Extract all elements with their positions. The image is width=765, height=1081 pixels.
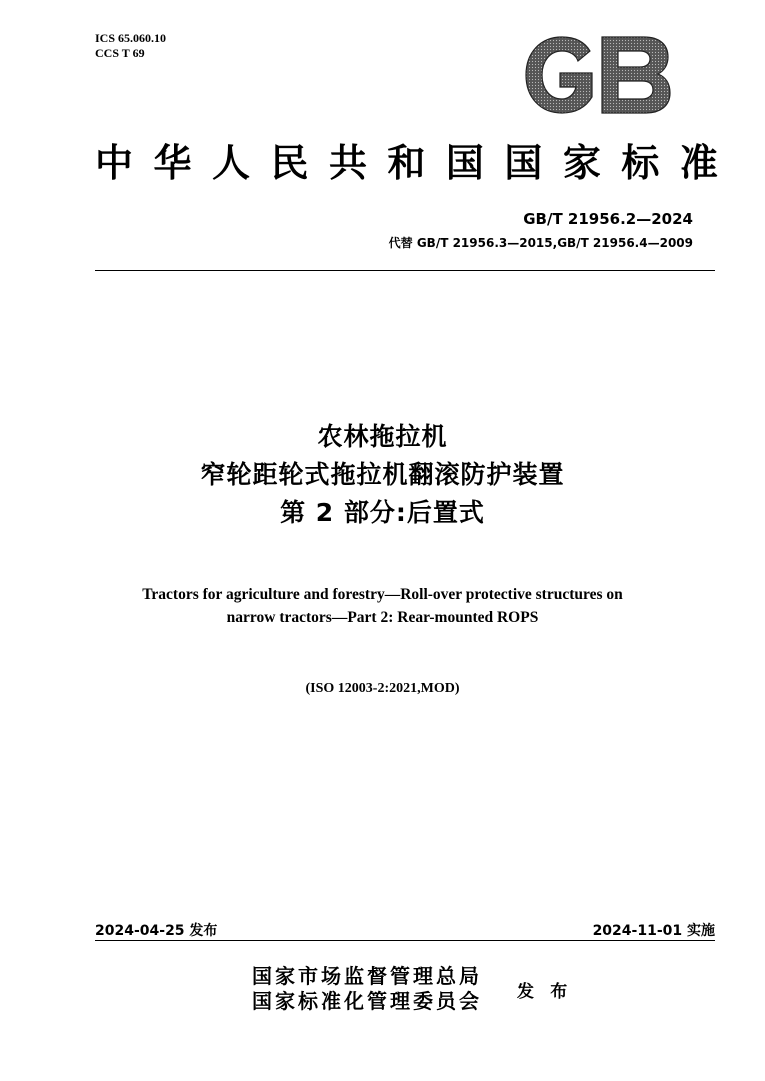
gb-logo-icon bbox=[522, 33, 674, 117]
chinese-title bbox=[0, 418, 765, 532]
english-title-line-2: narrow tractors—Part 2: Rear-mounted ROPS bbox=[226, 609, 539, 626]
issuing-authorities bbox=[252, 965, 482, 1015]
ccs-code: CCS T 69 bbox=[95, 46, 145, 60]
chinese-title-line-3: 第 2 部分:后置式 bbox=[280, 498, 485, 527]
title-char: 标 bbox=[621, 143, 660, 185]
title-char: 民 bbox=[270, 143, 309, 185]
publish-label: 发 布 bbox=[517, 982, 574, 1001]
standard-number: GB/T 21956.2—2024 bbox=[523, 210, 693, 228]
title-char: 中 bbox=[95, 143, 134, 185]
title-char: 人 bbox=[211, 143, 250, 185]
title-char: 和 bbox=[387, 143, 426, 185]
classification-codes bbox=[95, 31, 166, 61]
gb-logo bbox=[522, 33, 674, 117]
chinese-title-line-1: 农林拖拉机 bbox=[317, 422, 448, 451]
footer-divider bbox=[95, 940, 715, 941]
title-char: 准 bbox=[679, 143, 718, 185]
issuer-samr: 国家市场监督管理总局 bbox=[252, 966, 482, 988]
chinese-title-line-2: 窄轮距轮式拖拉机翻滚防护装置 bbox=[200, 460, 565, 489]
title-char: 共 bbox=[328, 143, 367, 185]
english-title bbox=[0, 583, 765, 629]
title-char: 国 bbox=[504, 143, 543, 185]
implementation-date: 2024-11-01 实施 bbox=[592, 923, 715, 939]
title-char: 华 bbox=[153, 143, 192, 185]
english-title-line-1: Tractors for agriculture and forestry—Roll-over protective structures on bbox=[142, 586, 623, 603]
ics-code: ICS 65.060.10 bbox=[95, 31, 167, 45]
issuer-sac: 国家标准化管理委员会 bbox=[252, 991, 482, 1013]
national-standard-title bbox=[95, 139, 718, 189]
replaces-standards: 代替 GB/T 21956.3—2015,GB/T 21956.4—2009 bbox=[388, 236, 693, 250]
header-divider bbox=[95, 270, 715, 271]
title-char: 国 bbox=[445, 143, 484, 185]
issue-date: 2024-04-25 发布 bbox=[95, 923, 218, 939]
title-char: 家 bbox=[562, 143, 601, 185]
adoption-reference: (ISO 12003-2:2021,MOD) bbox=[305, 681, 460, 696]
